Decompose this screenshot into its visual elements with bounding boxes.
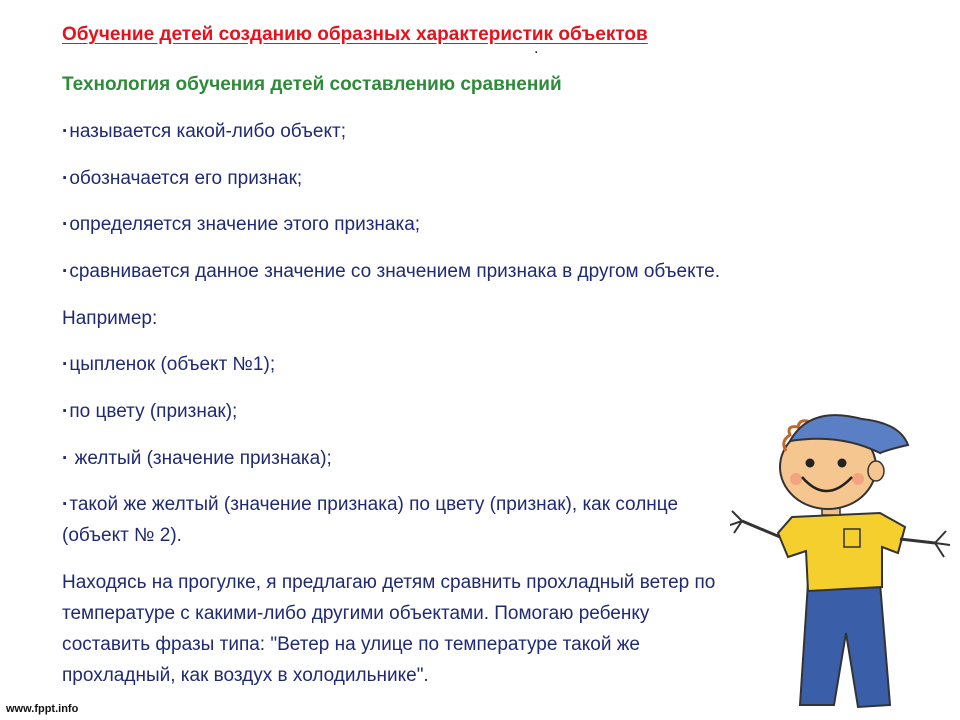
bullet-item: · желтый (значение признака);: [62, 447, 332, 471]
paragraph-line: Находясь на прогулке, я предлагаю детям сравнить прохладный ветер по: [62, 572, 716, 593]
bullet-item: · определяется значение этого признака;: [62, 213, 420, 237]
slide-title: Обучение детей созданию образных характеристик объектов: [62, 24, 648, 45]
paragraph-line: температуре с какими-либо другими объектами. Помогаю ребенку: [62, 603, 650, 624]
boy-illustration: [730, 405, 960, 720]
paragraph-line: составить фразы типа: "Ветер на улице по температуре такой же: [62, 634, 640, 655]
bullet-item: · цыпленок (объект №1);: [62, 353, 275, 377]
bullet-item: · обозначается его признак;: [62, 167, 302, 191]
footer-url: www.fppt.info: [6, 703, 79, 715]
title-dot: .: [534, 40, 539, 57]
bullet-item: · называется какой-либо объект;: [62, 120, 346, 144]
bullet-item: · такой же желтый (значение признака) по цвету (признак), как солнце: [62, 493, 678, 517]
bullet-continuation: (объект № 2).: [62, 525, 182, 546]
example-heading: Например:: [62, 308, 158, 329]
bullet-item: · сравнивается данное значение со значением признака в другом объекте.: [62, 260, 720, 284]
paragraph-line: прохладный, как воздух в холодильнике".: [62, 665, 429, 686]
bullet-item: · по цвету (признак);: [62, 400, 237, 424]
slide-subtitle: Технология обучения детей составлению сравнений: [62, 74, 562, 95]
